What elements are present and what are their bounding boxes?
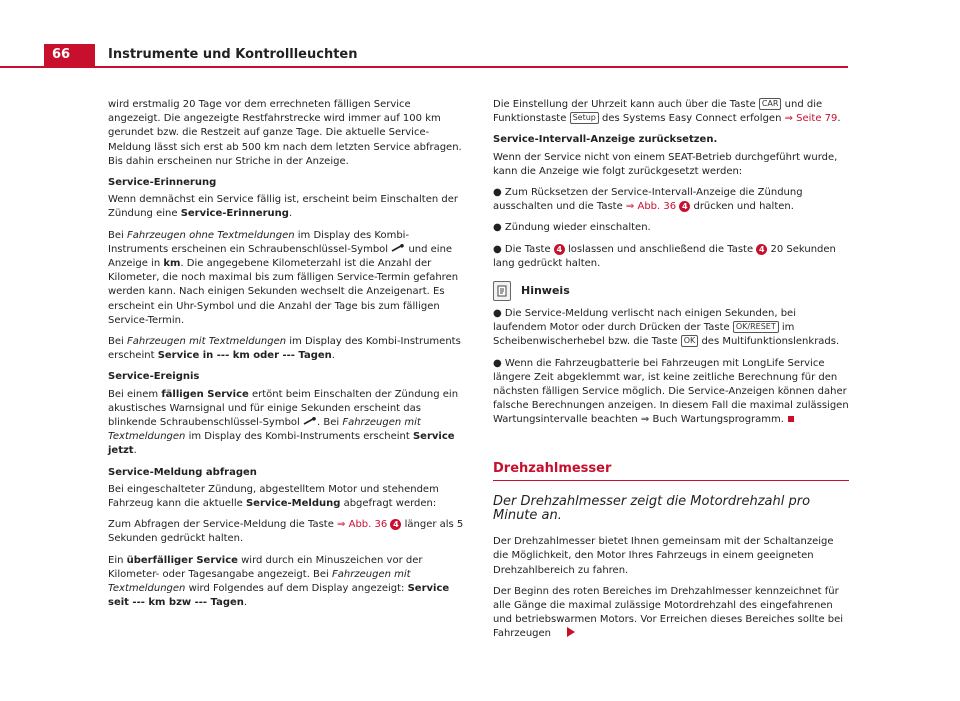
paragraph: Ein überfälliger Service wird durch ein Minuszeichen vor der Kilometer- oder Tagesangabe angezeigt. Bei Fahrzeugen mit Textmeldungen wird Folgendes auf dem Display angezeigt: Service seit --- km bzw --- Tagen.: [108, 554, 450, 609]
heading-service-erinnerung: Service-Erinnerung: [108, 177, 217, 189]
bullet-item: ● Die Taste 4 loslassen und anschließend die Taste 4 20 Sekunden lang gedrückt halten.: [493, 243, 836, 269]
callout-number: 4: [679, 201, 690, 212]
left-column: [108, 98, 464, 618]
bullet-icon: ●: [493, 187, 502, 199]
heading-service-meldung-abfragen: Service-Meldung abfragen: [108, 466, 257, 478]
heading-reset: Service-Intervall-Anzeige zurücksetzen.: [493, 134, 718, 146]
page-header: [0, 44, 848, 68]
paragraph: Die Einstellung der Uhrzeit kann auch über die Taste CAR und die Funktionstaste Setup des Systems Easy Connect erfolgen ⇒ Seite 79.: [493, 99, 841, 125]
section-title: Drehzahlmesser: [493, 462, 849, 481]
paragraph: Der Beginn des roten Bereiches im Drehzahlmesser kennzeichnet für alle Gänge die maximal zulässige Motordrehzahl des eingefahrenen und betriebswarmen Motors. Vor Erreichen dieses Bereiches sollte bei Fahrzeugen: [493, 585, 844, 640]
bullet-item: ● Zündung wieder einschalten.: [493, 222, 651, 234]
bullet-item: ● Zum Rücksetzen der Service-Intervall-Anzeige die Zündung ausschalten und die Taste ⇒ Abb. 36 4 drücken und halten.: [493, 187, 803, 213]
page-reference-link[interactable]: ⇒ Seite 79: [784, 113, 838, 125]
paragraph: wird erstmalig 20 Tage vor dem errechneten fälligen Service angezeigt. Die angezeigte Restfahrstrecke wird immer auf 100 km gerundet bzw. die Restzeit auf ganze Tage. Die aktuelle Service-Meldung lässt sich erst ab 500 km nach dem letzten Service abfragen. Bis dahin erscheinen nur Striche in der Anzeige.: [108, 99, 462, 167]
page-number: 66: [44, 44, 95, 66]
figure-reference-link[interactable]: ⇒ Abb. 36: [625, 201, 677, 213]
callout-number: 4: [554, 244, 565, 255]
paragraph: Bei einem fälligen Service ertönt beim Einschalten der Zündung ein akustisches Warnsignal und für einige Sekunden erscheint das blinkende Schraubenschlüssel-Symbol . Bei Fahrzeugen mit Textmeldungen im Display des Kombi-Instruments erscheint Service jetzt.: [108, 388, 459, 457]
paragraph: Bei Fahrzeugen ohne Textmeldungen im Display des Kombi-Instruments erscheinen ein Schraubenschlüssel-Symbol und eine Anzeige in km. Die angegebene Kilometerzahl ist die Anzahl der Kilometer, die noch maximal bis zum fälligen Service-Termin gefahren werden kann. Nach einigen Sekunden wechselt die Anzeigenart. Es erscheint ein Uhr-Symbol und die Anzahl der Tage bis zum fälligen Service-Termin.: [108, 229, 459, 326]
end-marker-icon: [788, 416, 794, 422]
section-subtitle: Der Drehzahlmesser zeigt die Motordrehzahl pro Minute an.: [493, 493, 811, 524]
ok-key: OK: [681, 335, 699, 347]
bullet-icon: ●: [493, 243, 502, 255]
wrench-icon: [391, 244, 405, 252]
figure-reference-link[interactable]: ⇒ Abb. 36: [337, 519, 388, 531]
paragraph: Wenn der Service nicht von einem SEAT-Betrieb durchgeführt wurde, kann die Anzeige wie folgt zurückgesetzt werden:: [493, 151, 838, 177]
note-header: [493, 281, 849, 301]
note-item: ● Wenn die Fahrzeugbatterie bei Fahrzeugen mit LongLife Service längere Zeit abgeklemmt war, ist keine zeitliche Berechnung für den nächsten fälligen Service möglich. Die Service-Anzeigen können daher falsche Berechnungen anzeigen. In diesem Fall die maximal zulässigen Wartungsintervalle beachten ⇒ Buch Wartungsprogramm.: [493, 357, 849, 426]
paragraph: Wenn demnächst ein Service fällig ist, erscheint beim Einschalten der Zündung eine Service-Erinnerung.: [108, 194, 458, 220]
bullet-icon: ●: [493, 357, 502, 369]
paragraph: Bei Fahrzeugen mit Textmeldungen im Display des Kombi-Instruments erscheint Service in --- km oder --- Tagen.: [108, 336, 461, 362]
chapter-title: Instrumente und Kontrollleuchten: [108, 47, 358, 62]
note-title: Hinweis: [521, 283, 570, 297]
note-item: ● Die Service-Meldung verlischt nach einigen Sekunden, bei laufendem Motor oder durch Drücken der Taste OK/RESET im Scheibenwischerhebel bzw. die Taste OK des Multifunktionslenkrads.: [493, 308, 840, 348]
right-column: [493, 98, 849, 649]
setup-key: Setup: [570, 112, 599, 124]
callout-number: 4: [756, 244, 767, 255]
paragraph: Der Drehzahlmesser bietet Ihnen gemeinsam mit der Schaltanzeige die Möglichkeit, den Motor Ihres Fahrzeugs in einem geeigneten Drehzahlbereich zu fahren.: [493, 536, 834, 576]
callout-number: 4: [390, 519, 401, 530]
heading-service-ereignis: Service-Ereignis: [108, 371, 200, 383]
header-rule: [0, 66, 848, 68]
ok-reset-key: OK/RESET: [733, 321, 779, 333]
bullet-icon: ●: [493, 222, 502, 234]
wrench-icon: [303, 417, 317, 425]
continue-arrow-icon: [567, 627, 575, 637]
paragraph: Zum Abfragen der Service-Meldung die Taste ⇒ Abb. 36 4 länger als 5 Sekunden gedrückt halten.: [108, 519, 464, 545]
car-key: CAR: [759, 98, 782, 110]
note-icon: [493, 281, 511, 301]
bullet-icon: ●: [493, 308, 502, 320]
paragraph: Bei eingeschalteter Zündung, abgestelltem Motor und stehendem Fahrzeug kann die aktuelle Service-Meldung abgefragt werden:: [108, 483, 439, 510]
